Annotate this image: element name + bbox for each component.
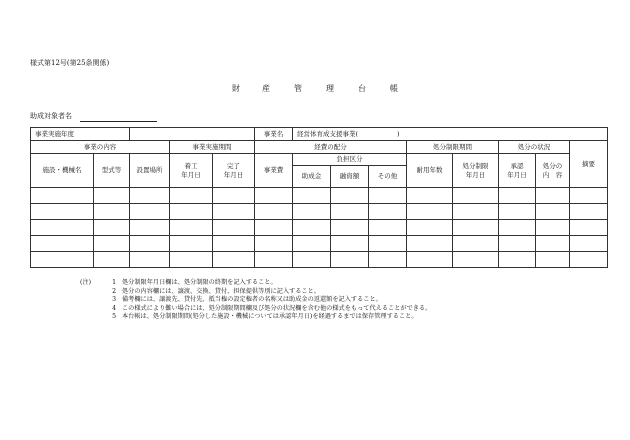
- limit-date-header: 処分制限 年月日: [453, 154, 499, 188]
- table-row: [31, 252, 608, 268]
- period-group-header: 事業実施期間: [170, 141, 255, 154]
- start-date-header: 着工 年月日: [170, 154, 213, 188]
- project-name-label: 事業名: [255, 128, 293, 141]
- useful-life-header: 耐用年数: [407, 154, 453, 188]
- note-item: 5 本台帳は、処分制限期間(処分した施設・機械については承認年月日)を経過するまでは保存管理すること。: [112, 313, 418, 321]
- project-year-label: 事業実施年度: [31, 128, 130, 141]
- note-item: (注) 1 処分制限年月日欄は、処分制限の終期を記入すること。: [80, 279, 277, 286]
- notes-label: (注): [80, 279, 92, 286]
- project-name-value: 経営体育成支援事業( ): [293, 128, 608, 141]
- applicant-label: 助成対象者名: [30, 112, 72, 120]
- project-year-value[interactable]: [130, 128, 255, 141]
- burden-share-header: 負担区分: [293, 154, 407, 166]
- title-char: 理: [326, 84, 334, 93]
- notes-section: [80, 279, 431, 322]
- end-date-header: 完了 年月日: [213, 154, 255, 188]
- facility-header: 施設・機械名: [31, 154, 94, 188]
- form-number: 様式第12号(第25条関係): [30, 59, 110, 67]
- table-row: [31, 188, 608, 204]
- table-row: [31, 204, 608, 220]
- subsidy-header: 助成金: [293, 166, 331, 188]
- note-item: 2 処分の内容欄には、譲渡、交換、貸付、担保提供等別に記入すること。: [112, 287, 320, 295]
- table-row: [31, 236, 608, 252]
- title-char: 管: [294, 84, 302, 93]
- title-char: 産: [262, 84, 270, 93]
- approval-date-header: 承認 年月日: [499, 154, 536, 188]
- note-item: 3 備考欄には、譲渡先、貸付先、抵当権の設定権者の名称又は助成金の返還額を記入すること。: [112, 296, 382, 304]
- other-header: その他: [369, 166, 407, 188]
- title-char: 台: [358, 84, 366, 93]
- disposal-status-group-header: 処分の状況: [499, 141, 570, 154]
- title-char: 帳: [390, 84, 398, 93]
- applicant-name-field[interactable]: [80, 121, 157, 122]
- project-cost-header: 事業費: [255, 154, 293, 188]
- location-header: 設置場所: [130, 154, 170, 188]
- cost-group-header: 経費の配分: [255, 141, 407, 154]
- remarks-header: 摘要: [570, 141, 608, 188]
- disposal-content-header: 処分の 内 容: [536, 154, 570, 188]
- table-row: [31, 220, 608, 236]
- disposal-limit-group-header: 処分制限期間: [407, 141, 499, 154]
- model-header: 型式等: [94, 154, 130, 188]
- loan-header: 融資額: [331, 166, 369, 188]
- note-item: 4 この様式により難い場合には、処分制限期間欄及び処分の状況欄を含む他の様式をもって代えることができる。: [112, 304, 432, 312]
- title-char: 財: [232, 84, 240, 93]
- asset-ledger-table: [30, 127, 608, 268]
- content-group-header: 事業の内容: [31, 141, 170, 154]
